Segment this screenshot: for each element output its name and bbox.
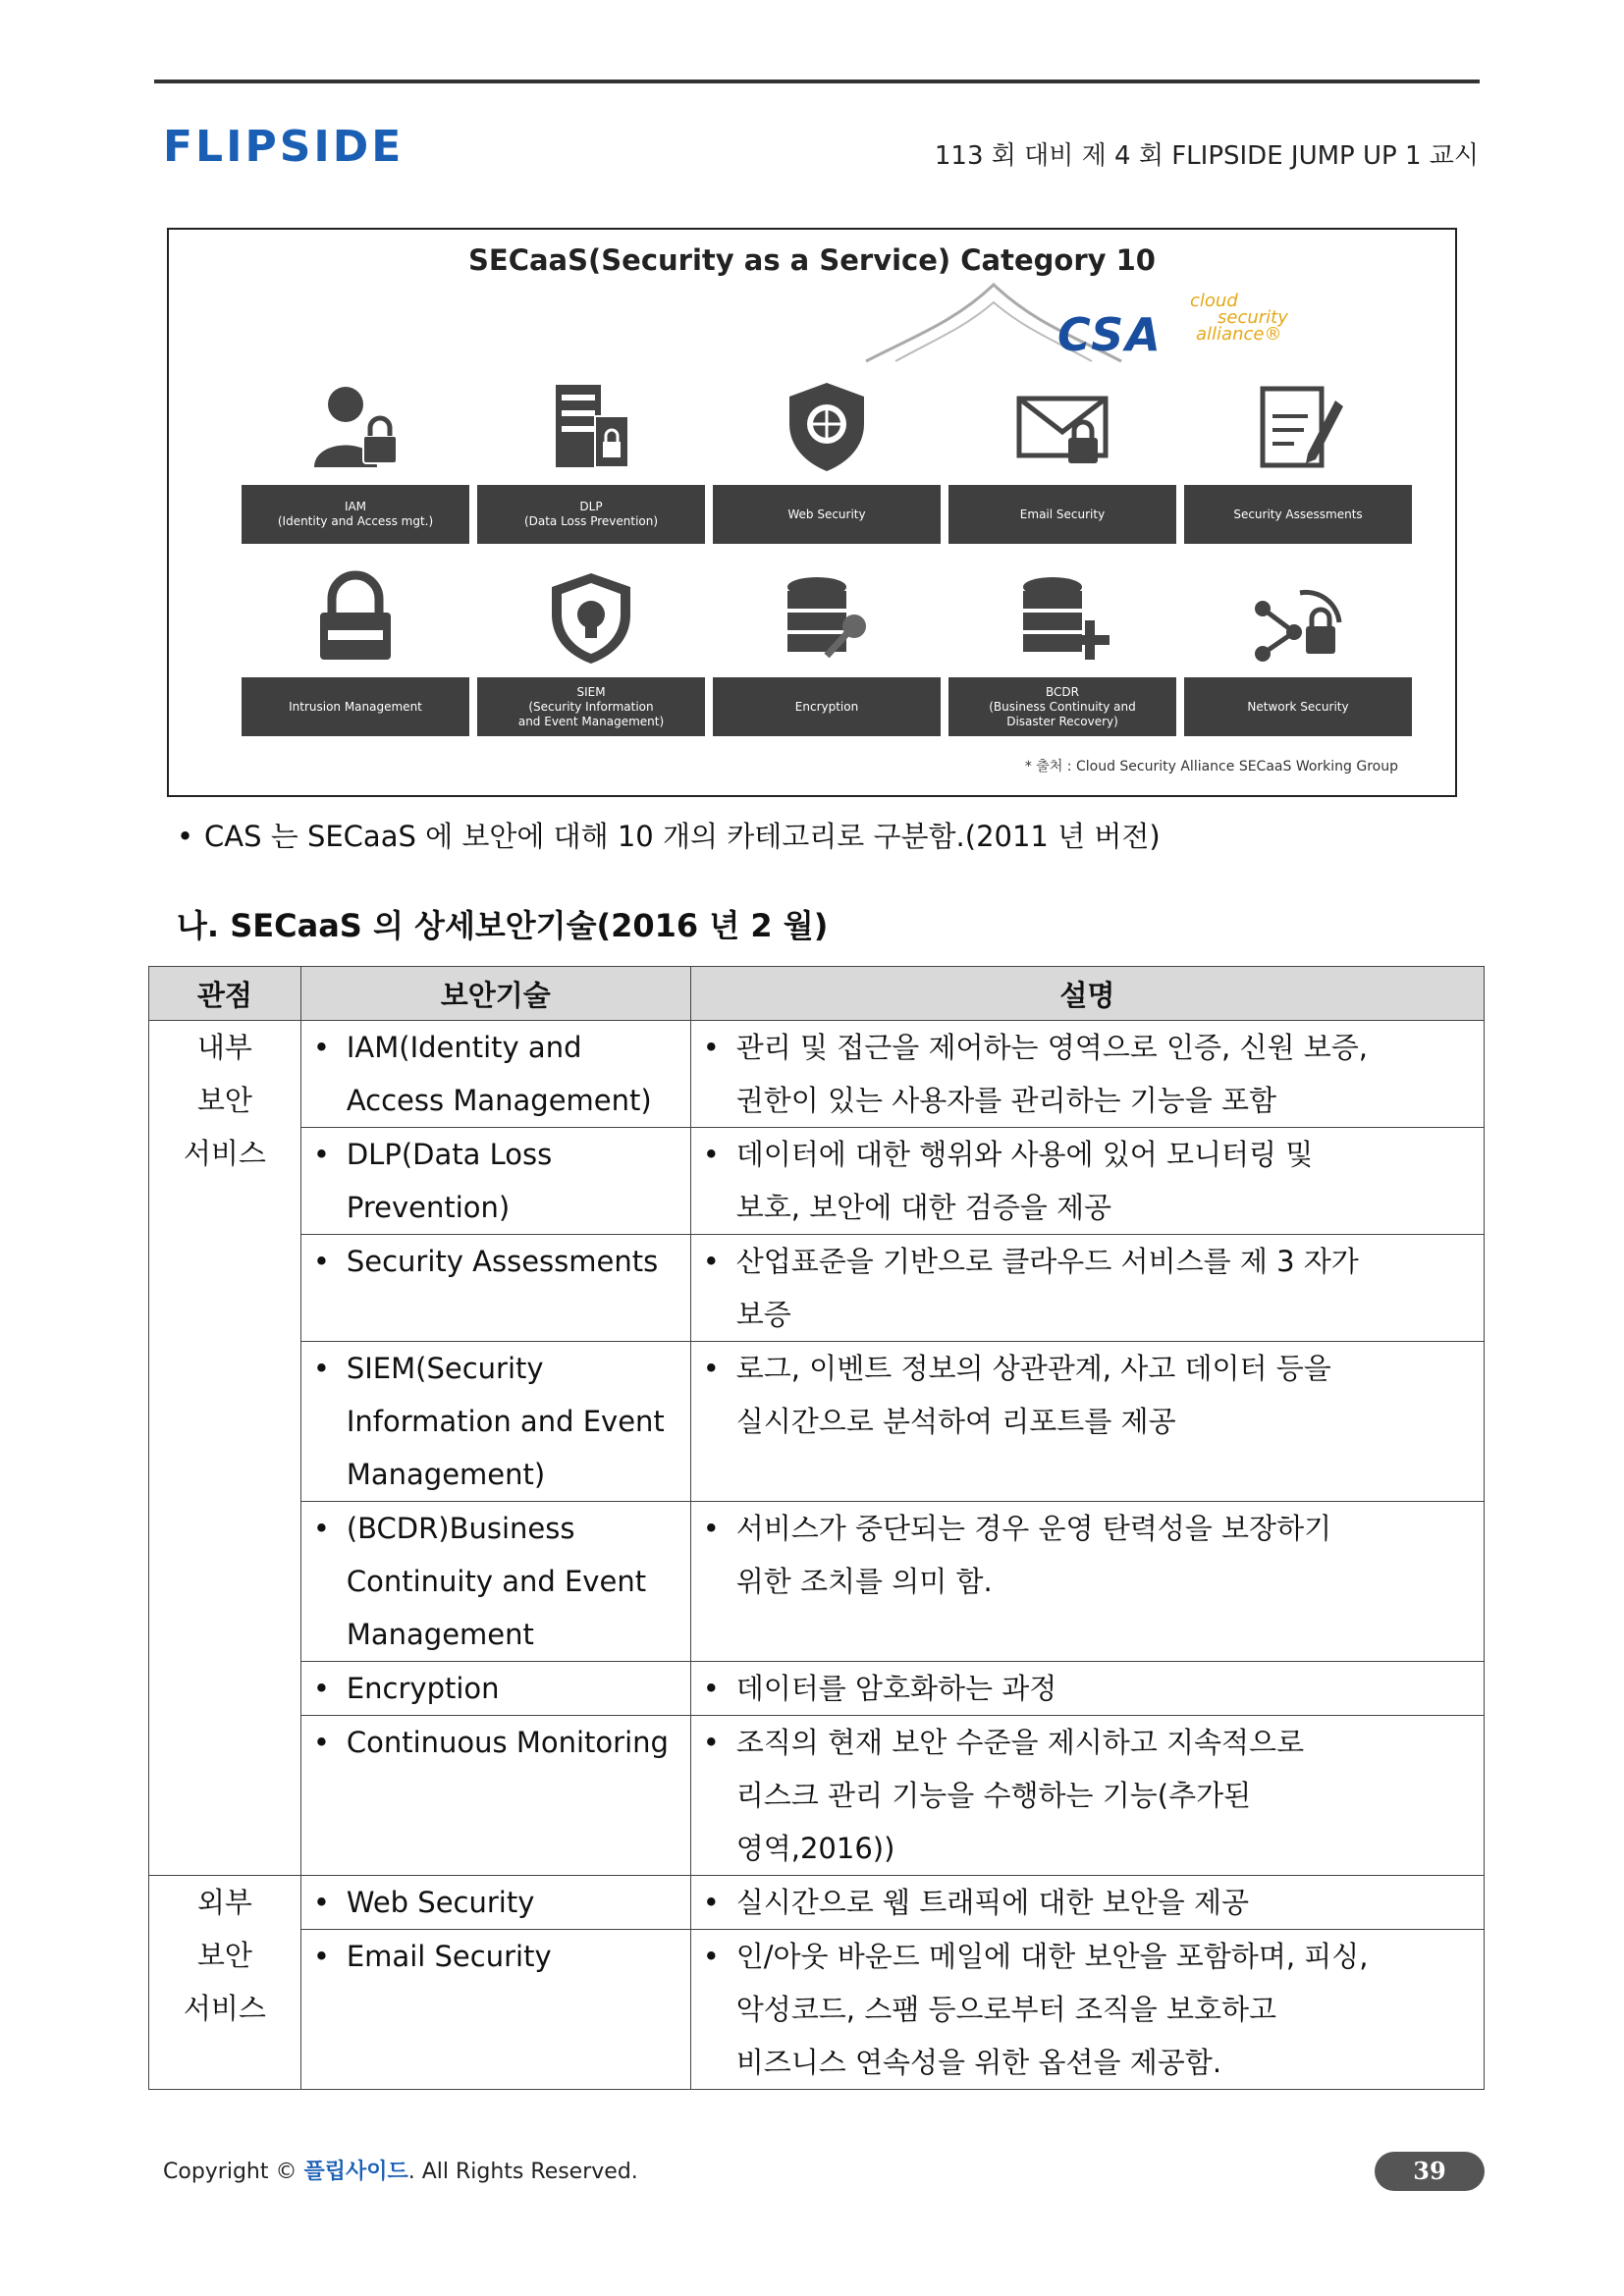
category-label: Network Security	[1184, 677, 1412, 736]
column-header-technology: 보안기술	[300, 967, 690, 1021]
category-dlp	[477, 377, 705, 544]
desc-cell: • 서비스가 중단되는 경우 운영 탄력성을 보장하기 위한 조치를 의미 함.	[690, 1502, 1484, 1662]
desc-cell: • 데이터를 암호화하는 과정	[690, 1662, 1484, 1716]
table-row	[149, 1128, 1485, 1235]
desc-cell: • 로그, 이벤트 정보의 상관관계, 사고 데이터 등을 실시간으로 분석하여 리포트를 제공	[690, 1342, 1484, 1502]
tech-label: Continuous Monitoring	[346, 1726, 669, 1759]
desc-cell: • 인/아웃 바운드 메일에 대한 보안을 포함하며, 피싱, 악성코드, 스팸 등으로부터 조직을 보호하고 비즈니스 연속성을 위한 옵션을 제공함.	[690, 1930, 1484, 2090]
secaas-category-figure	[167, 228, 1457, 797]
copyright-suffix: . All Rights Reserved.	[407, 2160, 638, 2184]
category-network-security	[1184, 569, 1412, 736]
desc-text: 로그, 이벤트 정보의 상관관계, 사고 데이터 등을 실시간으로 분석하여 리포트를 제공	[735, 1352, 1331, 1438]
figure-source: * 출처 : Cloud Security Alliance SECaaS Working Group	[1024, 759, 1398, 774]
tech-label: Security Assessments	[346, 1245, 659, 1278]
category-label: BCDR (Business Continuity and Disaster Recovery)	[948, 677, 1176, 736]
table-header-row	[149, 967, 1485, 1021]
secaas-detail-table	[148, 966, 1485, 2090]
category-intrusion-management	[242, 569, 469, 736]
desc-text: 관리 및 접근을 제어하는 영역으로 인증, 신원 보증, 권한이 있는 사용자를 관리하는 기능을 포함	[735, 1031, 1368, 1117]
tech-cell: • Security Assessments	[300, 1235, 690, 1342]
desc-text: 데이터에 대한 행위와 사용에 있어 모니터링 및 보호, 보안에 대한 검증을 제공	[735, 1138, 1314, 1224]
table-row	[149, 1876, 1485, 1930]
database-key-icon	[778, 569, 876, 667]
desc-cell: • 관리 및 접근을 제어하는 영역으로 인증, 신원 보증, 권한이 있는 사용자를 관리하는 기능을 포함	[690, 1021, 1484, 1128]
tech-cell: • Continuous Monitoring	[300, 1716, 690, 1876]
category-label: Intrusion Management	[242, 677, 469, 736]
table-row	[149, 1342, 1485, 1502]
section-heading: 나. SECaaS 의 상세보안기술(2016 년 2 월)	[177, 907, 829, 944]
tech-cell: • Web Security	[300, 1876, 690, 1930]
desc-cell: • 조직의 현재 보안 수준을 제시하고 지속적으로 리스크 관리 기능을 수행하는 기능(추가된 영역,2016))	[690, 1716, 1484, 1876]
tech-label: Email Security	[346, 1940, 552, 1973]
tech-cell: • (BCDR)Business Continuity and Event Management	[300, 1502, 690, 1662]
envelope-lock-icon	[1013, 377, 1111, 475]
desc-text: 서비스가 중단되는 경우 운영 탄력성을 보장하기 위한 조치를 의미 함.	[735, 1512, 1332, 1598]
figure-title: SECaaS(Security as a Service) Category 10	[468, 243, 1156, 277]
header-title: 113 회 대비 제 4 회 FLIPSIDE JUMP UP 1 교시	[934, 141, 1479, 171]
category-email-security	[948, 377, 1176, 544]
desc-text: 데이터를 암호화하는 과정	[735, 1672, 1057, 1705]
flipside-logo: FLIPSIDE	[163, 122, 405, 172]
table-row	[149, 1021, 1485, 1128]
category-grid	[242, 377, 1420, 762]
category-bcdr	[948, 569, 1176, 736]
footer-copyright	[163, 2155, 638, 2185]
category-row-1	[242, 377, 1420, 569]
column-header-perspective: 관점	[149, 967, 301, 1021]
category-label: Security Assessments	[1184, 485, 1412, 544]
category-label: IAM (Identity and Access mgt.)	[242, 485, 469, 544]
perspective-label: 내부 보안 서비스	[183, 1031, 266, 1170]
shield-bulb-icon	[542, 569, 640, 667]
desc-cell: • 데이터에 대한 행위와 사용에 있어 모니터링 및 보호, 보안에 대한 검증을 제공	[690, 1128, 1484, 1235]
desc-cell: • 산업표준을 기반으로 클라우드 서비스를 제 3 자가 보증	[690, 1235, 1484, 1342]
perspective-internal	[149, 1021, 301, 1876]
note-text: CAS 는 SECaaS 에 보안에 대해 10 개의 카테고리로 구분함.(2011 년 버전)	[204, 820, 1161, 853]
category-encryption	[713, 569, 941, 736]
table-row	[149, 1930, 1485, 2090]
tech-cell: • Encryption	[300, 1662, 690, 1716]
tech-label: IAM(Identity and Access Management)	[346, 1031, 652, 1117]
page-number: 39	[1375, 2152, 1485, 2191]
tech-label: Encryption	[346, 1672, 500, 1705]
category-label: Encryption	[713, 677, 941, 736]
category-label: Email Security	[948, 485, 1176, 544]
tech-label: (BCDR)Business Continuity and Event Management	[346, 1512, 647, 1651]
table-row	[149, 1662, 1485, 1716]
desc-text: 실시간으로 웹 트래픽에 대한 보안을 제공	[735, 1886, 1250, 1919]
column-header-description: 설명	[690, 967, 1484, 1021]
user-lock-icon	[306, 377, 405, 475]
header-rule	[154, 80, 1480, 83]
category-web-security	[713, 377, 941, 544]
csa-tagline-3: alliance®	[1196, 324, 1282, 345]
csa-tagline-1: cloud	[1190, 291, 1238, 311]
csa-tagline	[1190, 293, 1288, 343]
copyright-brand: 플립사이드	[303, 2160, 408, 2184]
desc-text: 조직의 현재 보안 수준을 제시하고 지속적으로 리스크 관리 기능을 수행하는 기능(추가된 영역,2016))	[735, 1726, 1305, 1865]
perspective-external	[149, 1876, 301, 2090]
tech-cell: • DLP(Data Loss Prevention)	[300, 1128, 690, 1235]
network-lock-icon	[1249, 569, 1347, 667]
database-plus-icon	[1013, 569, 1111, 667]
category-iam	[242, 377, 469, 544]
bullet: •	[177, 820, 194, 853]
document-lock-icon	[542, 377, 640, 475]
tech-label: SIEM(Security Information and Event Management)	[346, 1352, 665, 1491]
padlock-server-icon	[306, 569, 405, 667]
csa-logo-text: CSA	[1057, 308, 1163, 361]
tech-cell: • Email Security	[300, 1930, 690, 2090]
category-label: Web Security	[713, 485, 941, 544]
category-row-2	[242, 569, 1420, 762]
category-security-assessments	[1184, 377, 1412, 544]
tech-cell: • SIEM(Security Information and Event Management)	[300, 1342, 690, 1502]
checklist-pen-icon	[1249, 377, 1347, 475]
tech-label: DLP(Data Loss Prevention)	[346, 1138, 553, 1224]
category-label: SIEM (Security Information and Event Management)	[477, 677, 705, 736]
desc-cell: • 실시간으로 웹 트래픽에 대한 보안을 제공	[690, 1876, 1484, 1930]
copyright-prefix: Copyright ©	[163, 2160, 304, 2184]
tech-label: Web Security	[346, 1886, 535, 1919]
table-row	[149, 1502, 1485, 1662]
csa-tagline-2: security	[1218, 307, 1288, 328]
category-label: DLP (Data Loss Prevention)	[477, 485, 705, 544]
tech-cell: • IAM(Identity and Access Management)	[300, 1021, 690, 1128]
category-siem	[477, 569, 705, 736]
category-note	[177, 815, 1161, 855]
table-row	[149, 1235, 1485, 1342]
desc-text: 산업표준을 기반으로 클라우드 서비스를 제 3 자가 보증	[735, 1245, 1359, 1331]
table-row	[149, 1716, 1485, 1876]
perspective-label: 외부 보안 서비스	[183, 1886, 266, 2025]
desc-text: 인/아웃 바운드 메일에 대한 보안을 포함하며, 피싱, 악성코드, 스팸 등으로부터 조직을 보호하고 비즈니스 연속성을 위한 옵션을 제공함.	[735, 1940, 1369, 2079]
shield-globe-icon	[778, 377, 876, 475]
